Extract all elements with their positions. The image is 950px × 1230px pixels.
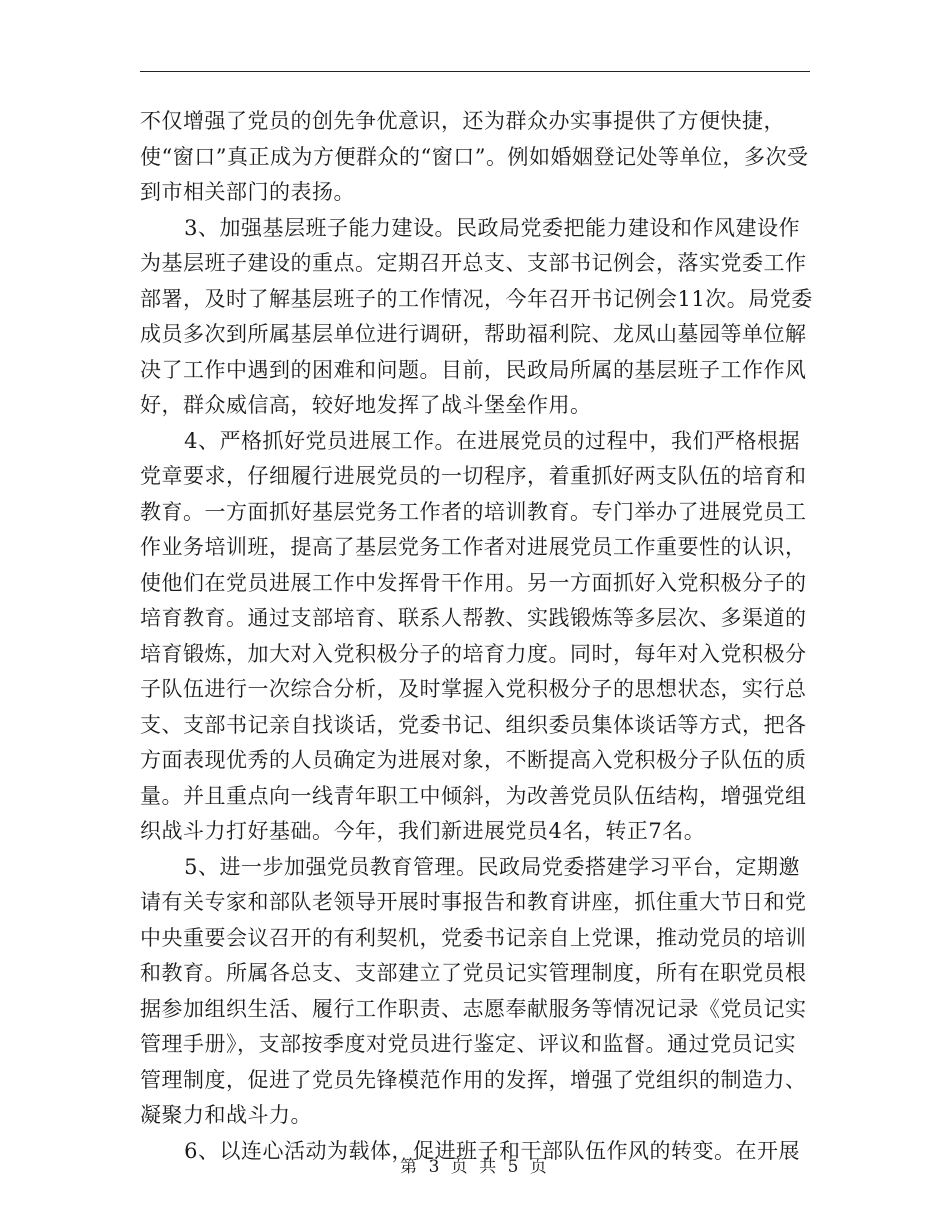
paragraph-item-3: 3、加强基层班子能力建设。民政局党委把能力建设和作风建设作为基层班子建设的重点。定期召开总支、支部书记例会，落实党委工作部署，及时了解基层班子的工作情况，今年召开书记例会11次。局党委成员多次到所属基层单位进行调研，帮助福利院、龙凤山墓园等单位解决了工作中遇到的困难和问题。目前，民政局所属的基层班子工作作风好，群众威信高，较好地发挥了战斗堡垒作用。 [140, 215, 813, 417]
header-rule [140, 71, 810, 72]
paragraph-item-4: 4、严格抓好党员进展工作。在进展党员的过程中，我们严格根据党章要求，仔细履行进展党员的一切程序，着重抓好两支队伍的培育和教育。一方面抓好基层党务工作者的培训教育。专门举办了进展党员工作业务培训班，提高了基层党务工作者对进展党员工作重要性的认识，使他们在党员进展工作中发挥骨干作用。另一方面抓好入党积极分子的培育教育。通过支部培育、联系人帮教、实践锻炼等多层次、多渠道的培育锻炼，加大对入党积极分子的培育力度。同时，每年对入党积极分子队伍进行一次综合分析，及时掌握入党积极分子的思想状态，实行总支、支部书记亲自找谈话，党委书记、组织委员集体谈话等方式，把各方面表现优秀的人员确定为进展对象，不断提高入党积极分子队伍的质量。并且重点向一线青年职工中倾斜，为改善党员队伍结构，增强党组织战斗力打好基础。今年，我们新进展党员4名，转正7名。 [140, 428, 807, 843]
page-number-footer: 第 3 页 共 5 页 [400, 1157, 550, 1177]
paragraph-continuation: 不仅增强了党员的创先争优意识，还为群众办实事提供了方便快捷，使“窗口”真正成为方便群众的“窗口”。例如婚姻登记处等单位，多次受到市相关部门的表扬。 [140, 109, 809, 204]
body-text [140, 104, 815, 1169]
paragraph-item-6: 6、以连心活动为载体，促进班子和干部队伍作风的转变。在开展 [184, 1138, 800, 1163]
paragraph-item-5: 5、进一步加强党员教育管理。民政局党委搭建学习平台，定期邀请有关专家和部队老领导开展时事报告和教育讲座，抓住重大节日和党中央重要会议召开的有利契机，党委书记亲自上党课，推动党员的培训和教育。所属各总支、支部建立了党员记实管理制度，所有在职党员根据参加组织生活、履行工作职责、志愿奉献服务等情况记录《党员记实管理手册》，支部按季度对党员进行鉴定、评议和监督。通过党员记实管理制度，促进了党员先锋模范作用的发挥，增强了党组织的制造力、凝聚力和战斗力。 [140, 854, 807, 1127]
